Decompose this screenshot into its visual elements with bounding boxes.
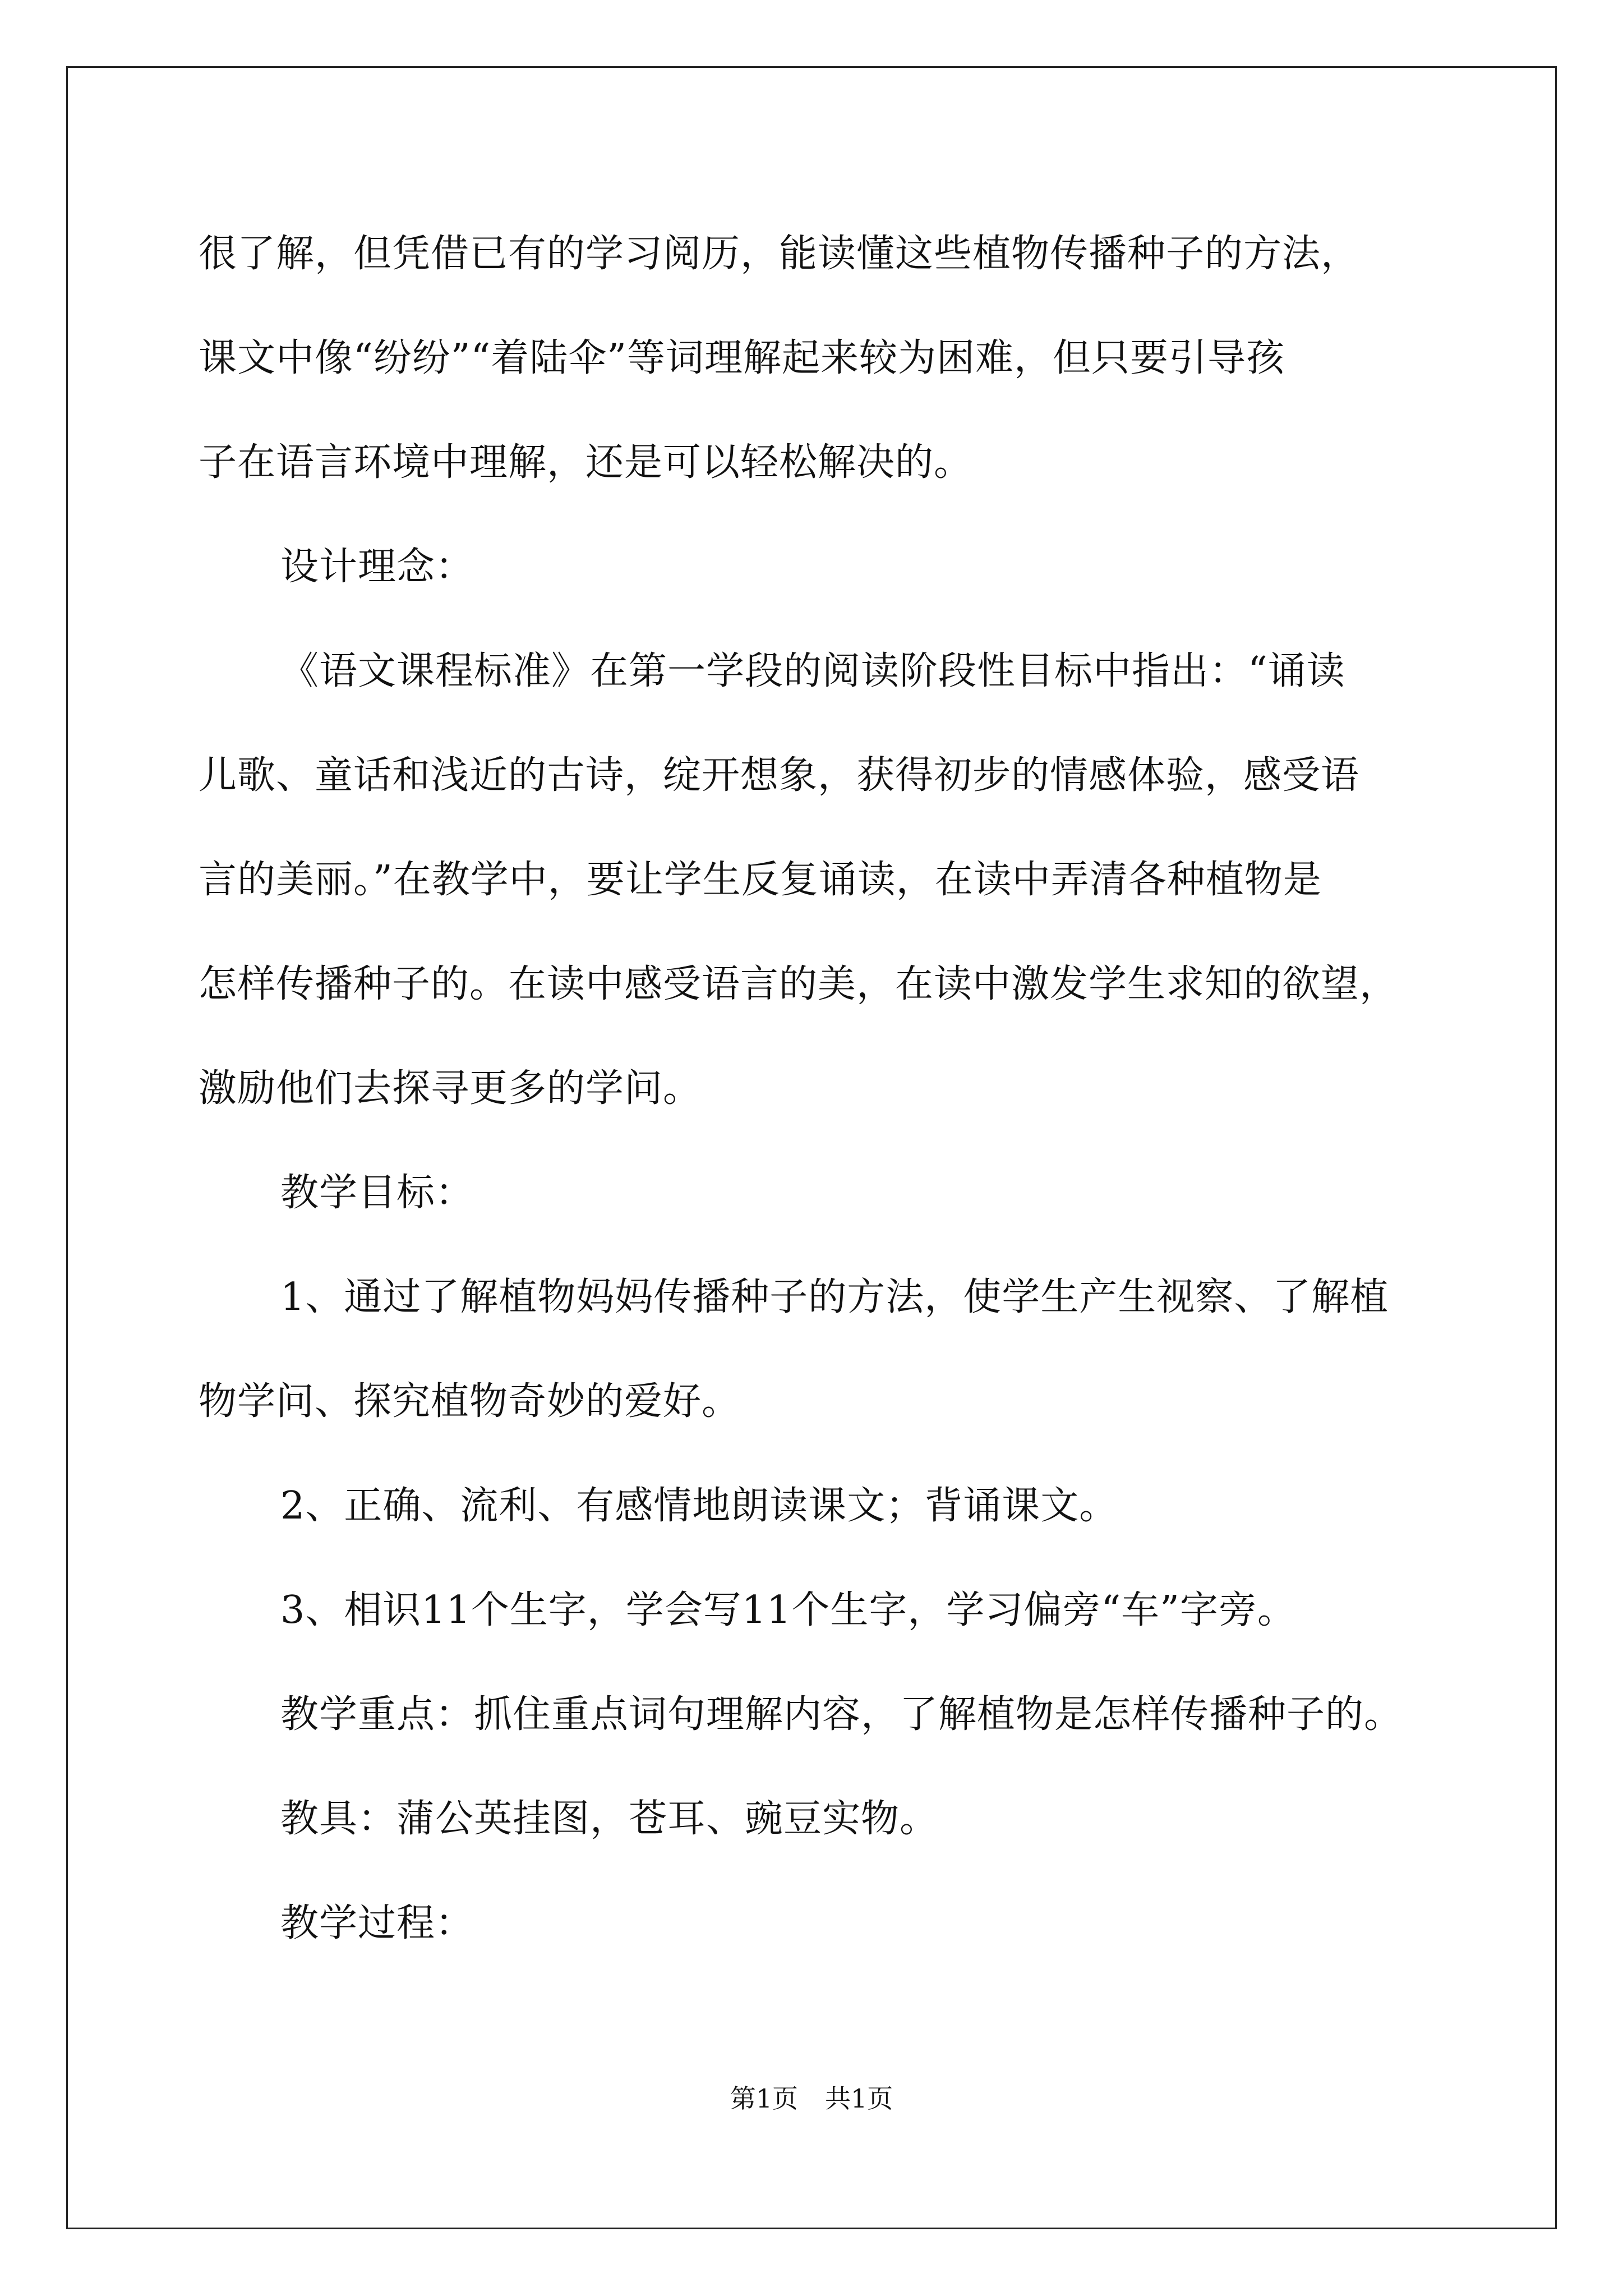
document-body	[199, 202, 1466, 1976]
text-line: 怎样传播种子的。在读中感受语言的美，在读中激发学生求知的欲望，	[199, 962, 1399, 1006]
section-heading-design-concept: 设计理念：	[280, 545, 474, 589]
text-line: 很了解，但凭借已有的学习阅历，能读懂这些植物传播种子的方法，	[199, 232, 1360, 276]
text-line: 激励他们去探寻更多的学问。	[199, 1066, 702, 1111]
page-footer	[0, 2078, 1623, 2115]
text-line: 言的美丽。”在教学中，要让学生反复诵读，在读中弄清各种植物是	[199, 858, 1322, 902]
text-line: 课文中像“纷纷”“着陆伞”等词理解起来较为困难，但只要引导孩	[199, 336, 1285, 380]
text-line: 1、通过了解植物妈妈传播种子的方法，使学生产生视察、了解植	[280, 1275, 1389, 1319]
page-total: 共1页	[825, 2083, 893, 2114]
text-line: 2、正确、流利、有感情地朗读课文；背诵课文。	[280, 1484, 1118, 1528]
text-line: 教学重点：抓住重点词句理解内容，了解植物是怎样传播种子的。	[280, 1692, 1403, 1737]
page-number: 第1页	[730, 2083, 798, 2114]
text-line: 3、相识11个生字，学会写11个生字，学习偏旁“车”字旁。	[280, 1588, 1296, 1632]
section-heading-teaching-process: 教学过程：	[280, 1901, 474, 1945]
text-line: 物学问、探究植物奇妙的爱好。	[199, 1379, 741, 1424]
text-line: 儿歌、童话和浅近的古诗，绽开想象，获得初步的情感体验，感受语	[199, 753, 1360, 798]
text-line: 子在语言环境中理解，还是可以轻松解决的。	[199, 440, 973, 485]
text-line: 教具：蒲公英挂图，苍耳、豌豆实物。	[280, 1797, 939, 1841]
section-heading-teaching-goals: 教学目标：	[280, 1171, 474, 1215]
text-line: 《语文课程标准》在第一学段的阅读阶段性目标中指出：“诵读	[280, 649, 1345, 693]
